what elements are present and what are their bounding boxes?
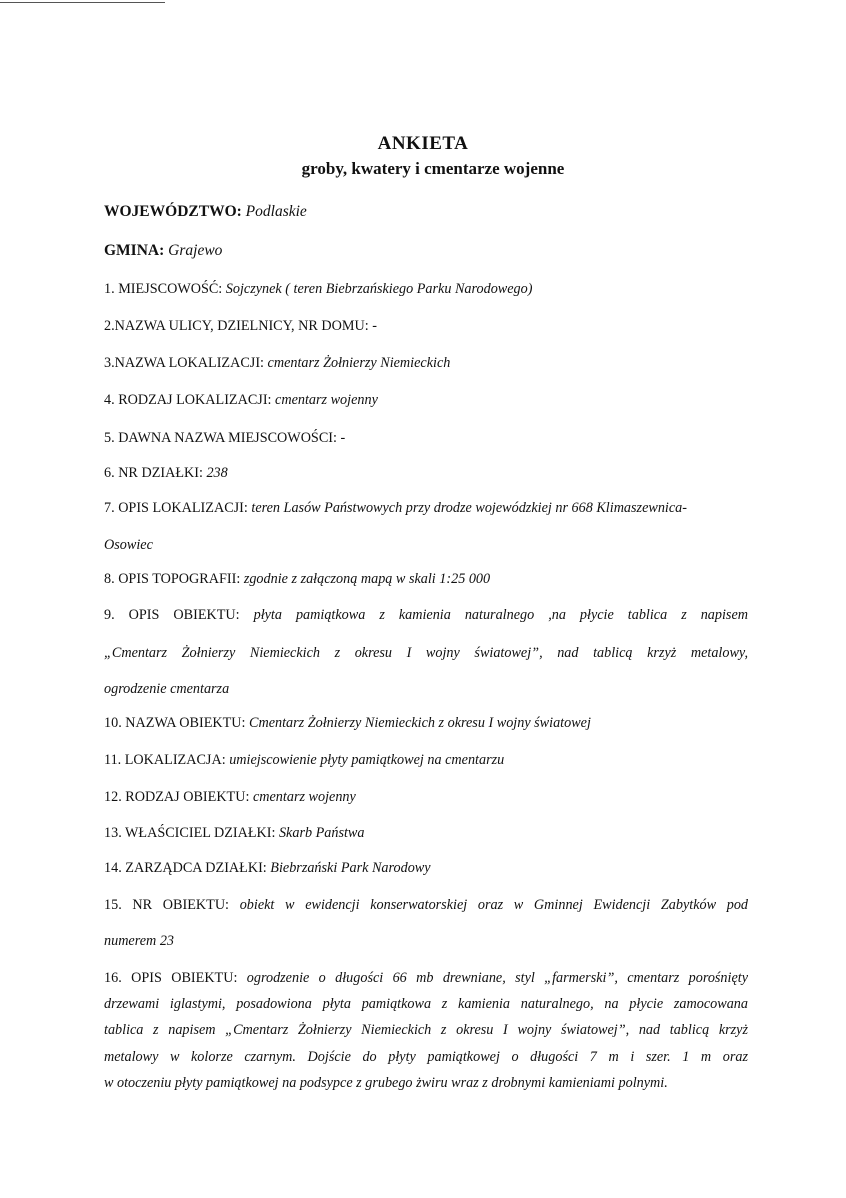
- field-11-label: 11. LOKALIZACJA:: [104, 752, 226, 768]
- field-16-label: 16. OPIS OBIEKTU:: [104, 970, 238, 986]
- field-6-value: 238: [206, 465, 228, 481]
- field-2-label: 2.NAZWA ULICY, DZIELNICY, NR DOMU: -: [104, 318, 377, 334]
- field-1-miejscowosc: [104, 281, 750, 298]
- field-5-dawna-nazwa: [104, 430, 750, 447]
- field-7-value-line1: teren Lasów Państwowych przy drodze wojewódzkiej nr 668 Klimaszewnica-: [251, 500, 687, 516]
- document-subtitle: groby, kwatery i cmentarze wojenne: [301, 159, 565, 178]
- field-10-label: 10. NAZWA OBIEKTU:: [104, 715, 246, 731]
- field-16-value-line5: w otoczeniu płyty pamiątkowej na podsypce z grubego żwiru wraz z drobnymi kamieniami polnymi.: [104, 1075, 668, 1091]
- field-1-label: 1. MIEJSCOWOŚĆ:: [104, 281, 223, 297]
- field-gmina-value: Grajewo: [168, 242, 223, 259]
- field-gmina: [104, 242, 750, 261]
- field-4-value: cmentarz wojenny: [275, 392, 378, 408]
- field-12-label: 12. RODZAJ OBIEKTU:: [104, 789, 250, 805]
- field-4-label: 4. RODZAJ LOKALIZACJI:: [104, 392, 272, 408]
- field-4-rodzaj-lokalizacji: [104, 392, 750, 409]
- field-6-nr-dzialki: [104, 465, 750, 482]
- field-3-value: cmentarz Żołnierzy Niemieckich: [267, 355, 451, 371]
- field-16-opis-obiektu: [104, 970, 748, 987]
- field-11-lokalizacja: [104, 752, 750, 769]
- field-wojewodztwo-value: Podlaskie: [245, 203, 307, 220]
- field-7-value-line2: Osowiec: [104, 537, 153, 553]
- field-3-label: 3.NAZWA LOKALIZACJI:: [104, 355, 264, 371]
- field-7-opis-lokalizacji: [104, 500, 750, 517]
- field-gmina-label: GMINA:: [104, 242, 165, 259]
- field-11-value: umiejscowienie płyty pamiątkowej na cmentarzu: [229, 752, 505, 768]
- field-9-opis-obiektu: [104, 607, 748, 624]
- field-12-rodzaj-obiektu: [104, 789, 750, 806]
- field-16-value-line3: tablica z napisem „Cmentarz Żołnierzy Niemieckich z okresu I wojny światowej”, nad tablicą krzyż: [104, 1022, 748, 1038]
- field-14-zarzadca-dzialki: [104, 860, 750, 877]
- field-14-value: Biebrzański Park Narodowy: [270, 860, 431, 876]
- field-15-label: 15. NR OBIEKTU:: [104, 897, 230, 913]
- field-8-opis-topografii: [104, 571, 750, 588]
- field-16-value-line4: metalowy w kolorze czarnym. Dojście do płyty pamiątkowej o długości 7 m i szer. 1 m oraz: [104, 1049, 748, 1065]
- field-9-value-line2: „Cmentarz Żołnierzy Niemieckich z okresu I wojny światowej”, nad tablicą krzyż metalowy,: [104, 645, 748, 661]
- field-12-value: cmentarz wojenny: [252, 789, 356, 805]
- field-14-label: 14. ZARZĄDCA DZIAŁKI:: [104, 860, 267, 876]
- field-15-nr-obiektu: [104, 897, 748, 914]
- field-15-value-line1: obiekt w ewidencji konserwatorskiej oraz w Gminnej Ewidencji Zabytków pod: [239, 897, 749, 913]
- field-5-label: 5. DAWNA NAZWA MIEJSCOWOŚCI: -: [104, 430, 346, 446]
- field-8-label: 8. OPIS TOPOGRAFII:: [104, 571, 241, 587]
- top-rule-divider: [0, 2, 165, 3]
- field-15-value-line2: numerem 23: [104, 933, 175, 949]
- field-9-value-line1: płyta pamiątkowa z kamienia naturalnego ,na płycie tablica z napisem: [253, 607, 748, 623]
- field-13-label: 13. WŁAŚCICIEL DZIAŁKI:: [104, 825, 276, 841]
- field-10-value: Cmentarz Żołnierzy Niemieckich z okresu I wojny światowej: [249, 715, 591, 731]
- field-wojewodztwo-label: WOJEWÓDZTWO:: [104, 203, 242, 220]
- document-title: ANKIETA: [377, 133, 469, 154]
- field-13-value: Skarb Państwa: [278, 825, 365, 841]
- field-6-label: 6. NR DZIAŁKI:: [104, 465, 203, 481]
- field-7-label: 7. OPIS LOKALIZACJI:: [104, 500, 248, 516]
- field-10-nazwa-obiektu: [104, 715, 750, 732]
- field-16-value-line2: drzewami iglastymi, posadowiona płyta pamiątkowa z kamienia naturalnego, na płycie zamocowana: [104, 996, 748, 1012]
- field-16-value-line1: ogrodzenie o długości 66 mb drewniane, styl „farmerski”, cmentarz porośnięty: [246, 970, 749, 986]
- field-9-value-line3: ogrodzenie cmentarza: [104, 681, 230, 697]
- field-8-value: zgodnie z załączoną mapą w skali 1:25 000: [243, 571, 491, 587]
- field-3-nazwa-lokalizacji: [104, 355, 750, 372]
- field-wojewodztwo: [104, 203, 750, 222]
- field-9-label: 9. OPIS OBIEKTU:: [104, 607, 240, 623]
- field-2-nazwa-ulicy: [104, 318, 750, 335]
- field-1-value: Sojczynek ( teren Biebrzańskiego Parku Narodowego): [225, 281, 533, 297]
- field-13-wlasciciel-dzialki: [104, 825, 750, 842]
